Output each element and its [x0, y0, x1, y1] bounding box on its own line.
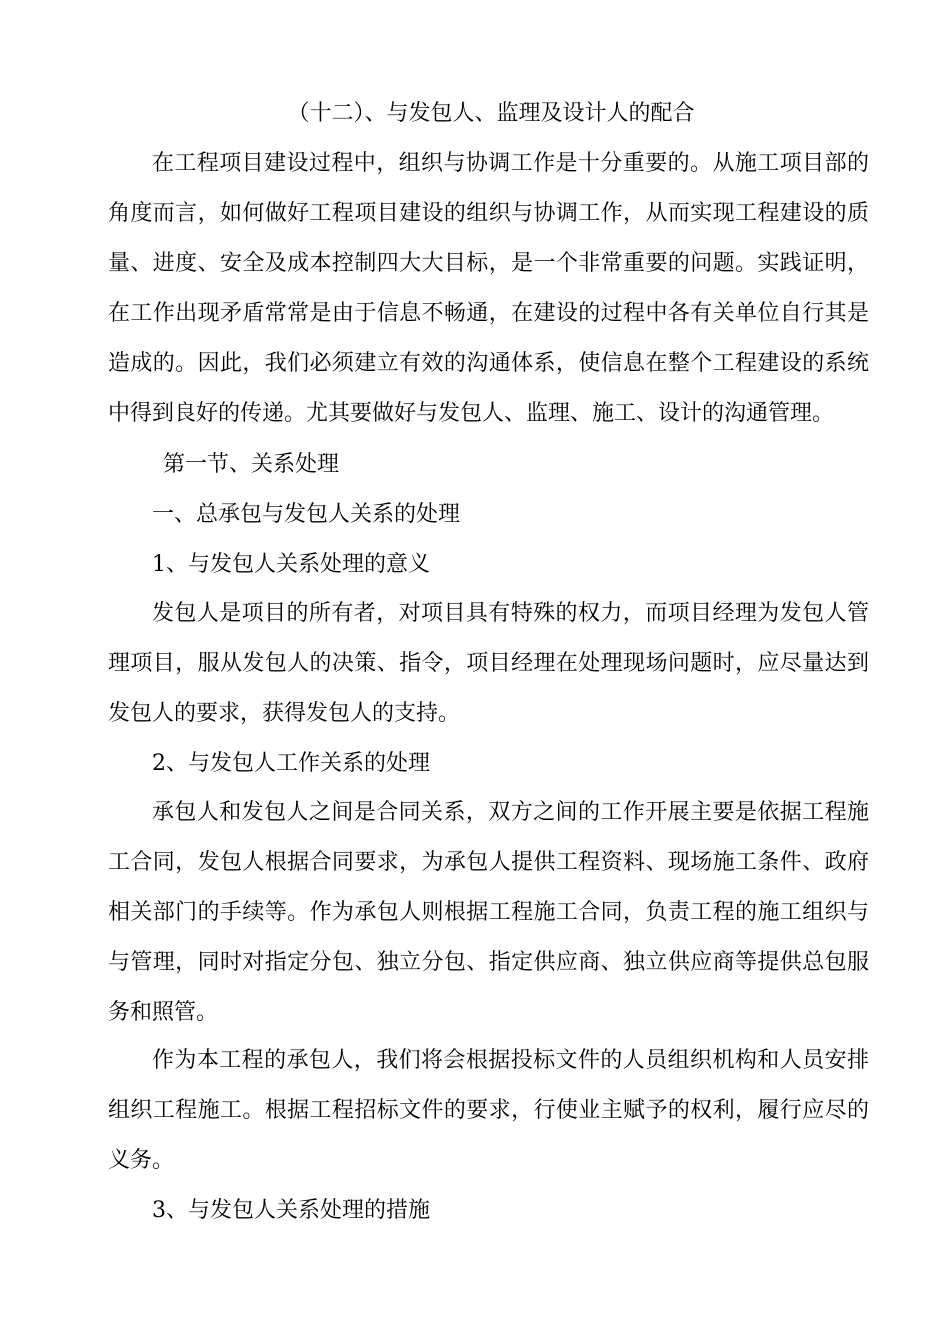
section-heading: 第一节、关系处理 [163, 452, 340, 477]
paragraph-contractor-role: 作为本工程的承包人，我们将会根据投标文件的人员组织机构和人员安排组织工程施工。根据工程招标文件的要求，行使业主赋予的权利，履行应尽的义务。 [108, 1048, 869, 1173]
subheading-one: 一、总承包与发包人关系的处理 [152, 502, 461, 527]
item-heading-2: 2、与发包人工作关系的处理 [152, 751, 430, 776]
intro-paragraph: 在工程项目建设过程中，组织与协调工作是十分重要的。从施工项目部的角度而言，如何做好工程项目建设的组织与协调工作，从而实现工程建设的质量、进度、安全及成本控制四大大目标，是一个非常重要的问题。实践证明，在工作出现矛盾常常是由于信息不畅通，在建设的过程中各有关单位自行其是造成的。因此，我们必须建立有效的沟通体系，使信息在整个工程建设的系统中得到良好的传递。尤其要做好与发包人、监理、施工、设计的沟通管理。 [108, 151, 869, 426]
item-heading-1: 1、与发包人关系处理的意义 [152, 552, 430, 577]
paragraph-work-relationship: 承包人和发包人之间是合同关系，双方之间的工作开展主要是依据工程施工合同，发包人根据合同要求，为承包人提供工程资料、现场施工条件、政府相关部门的手续等。作为承包人则根据工程施工合同，负责工程的施工组织与与管理，同时对指定分包、独立分包、指定供应商、独立供应商等提供总包服务和照管。 [108, 800, 869, 1025]
item-heading-3: 3、与发包人关系处理的措施 [152, 1198, 430, 1223]
paragraph-significance: 发包人是项目的所有者，对项目具有特殊的权力，而项目经理为发包人管理项目，服从发包人的决策、指令，项目经理在处理现场问题时，应尽量达到发包人的要求，获得发包人的支持。 [108, 601, 869, 726]
section-title: （十二）、与发包人、监理及设计人的配合 [287, 101, 695, 126]
